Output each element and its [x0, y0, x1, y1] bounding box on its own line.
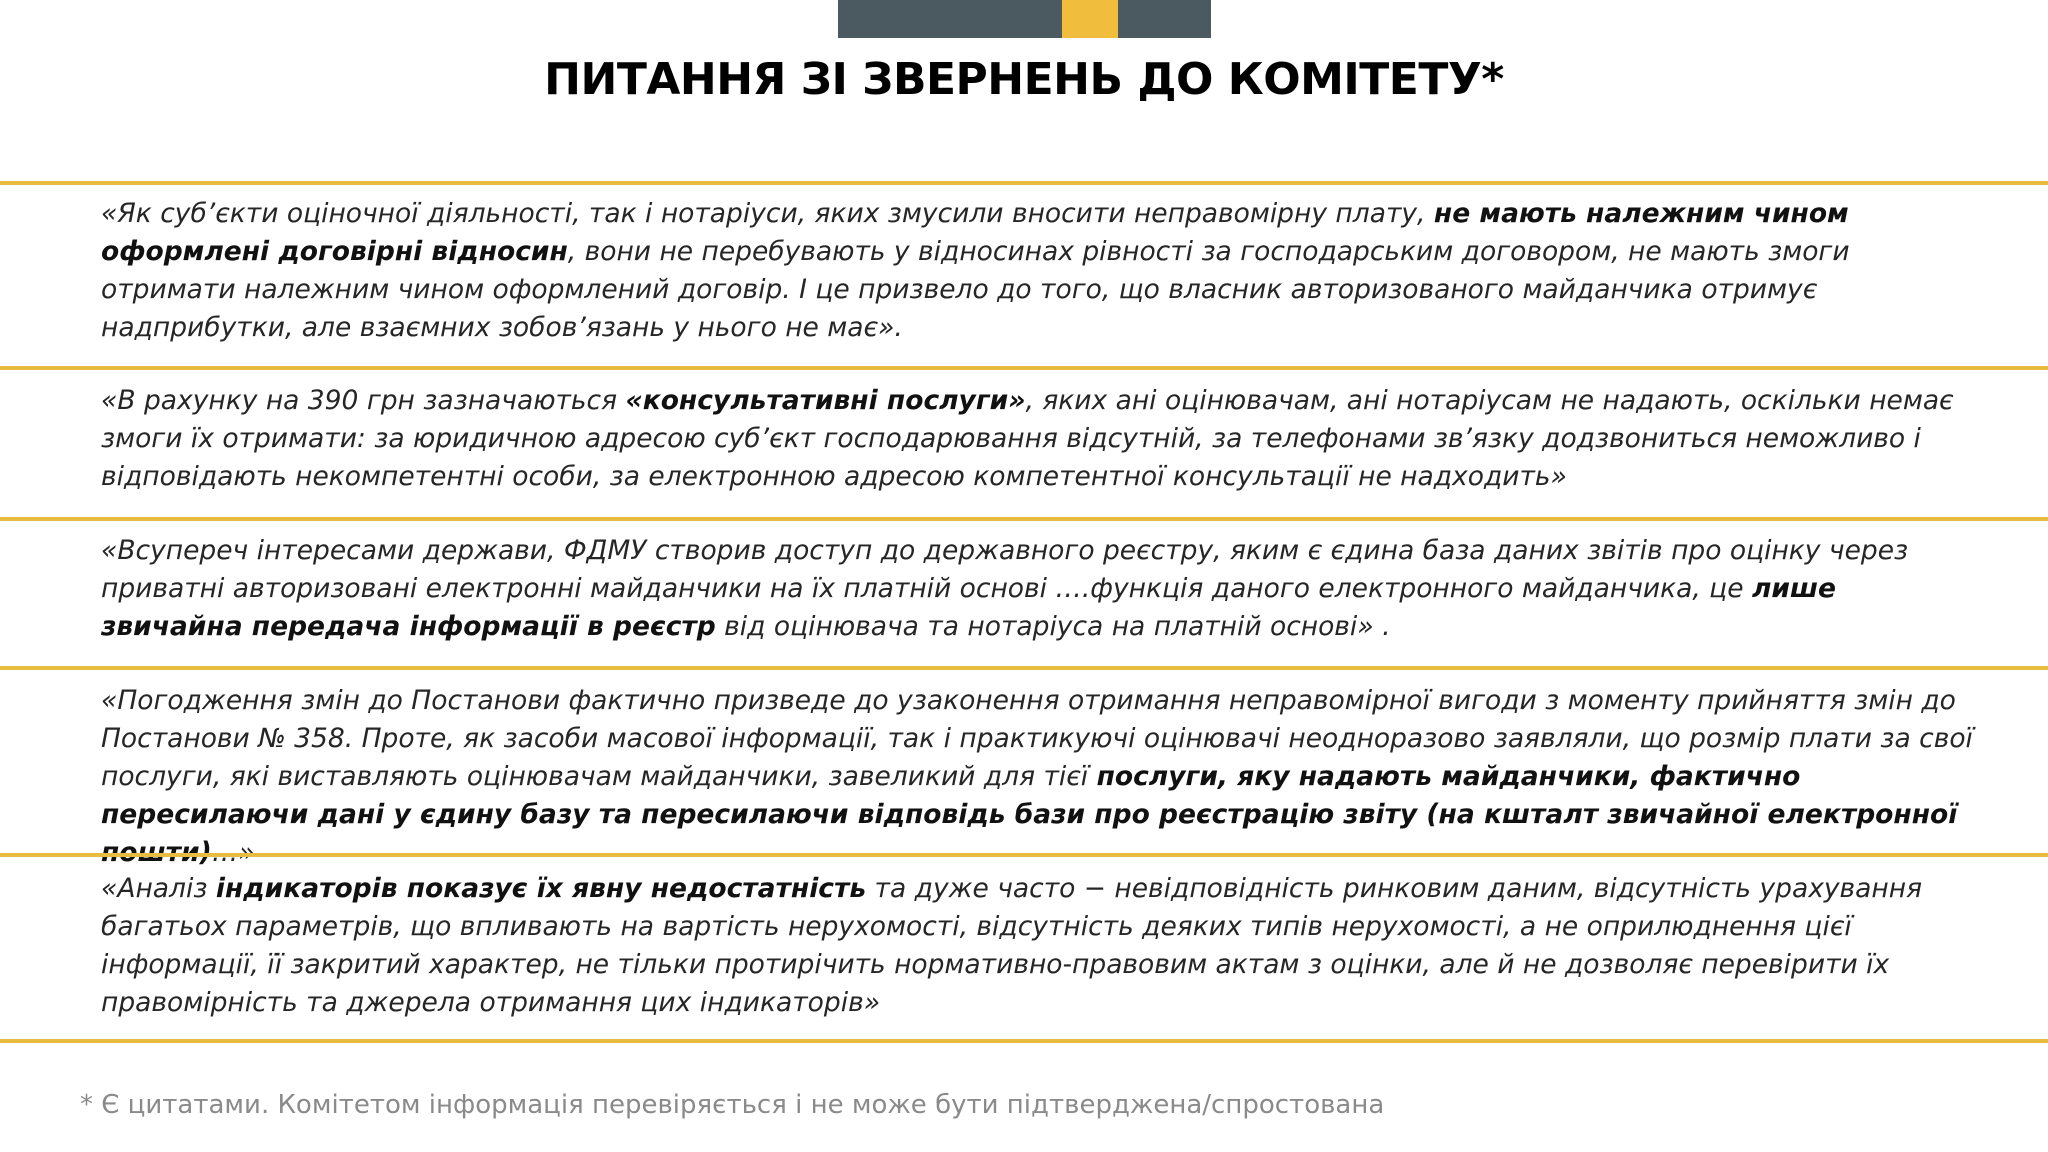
quote-text: «Аналіз [101, 873, 216, 904]
top-bar-dark-segment [838, 0, 1062, 38]
quote-block-4 [101, 682, 1981, 872]
quote-text: , вони не перебувають у відносинах рівності за господарським договором, не мають змоги отримати належним чином оформлений договір. І це призвело до того, що власник авторизованого майданчика отримує надприбутки, але взаємних зобов’язань у нього не має». [101, 236, 1850, 343]
quote-text: від оцінювача та нотаріуса на платній основі» . [715, 611, 1391, 642]
quote-emphasis: «консультативні послуги» [625, 385, 1026, 416]
quote-block-2 [101, 382, 1981, 496]
divider-rule [0, 853, 2048, 857]
quote-emphasis: індикаторів показує їх явну недостатність [215, 873, 867, 904]
top-bar-dark-segment-right [1118, 0, 1211, 38]
quote-text: та дуже часто − невідповідність ринковим даним, відсутність урахування багатьох параметрів, що впливають на вартість нерухомості, відсутність деяких типів нерухомості, а не оприлюднення цієї інформації, її закритий характер, не тільки протирічить нормативно-правовим актам з оцінки, але й не дозволяє перевірити їх правомірність та джерела отримання цих індикаторів» [101, 873, 1923, 1018]
quote-emphasis: лише звичайна передача інформації в реєстр [101, 573, 1837, 642]
quote-emphasis: послуги, яку надають майданчики, фактично пересилаючи дані у єдину базу та пересилаючи відповідь бази про реєстрацію звіту (на кшталт звичайної електронної [101, 761, 1958, 830]
quote-text: , яких ані оцінювачам, ані нотаріусам не надають, оскільки немає змоги їх отримати: за юридичною адресою суб’єкт господарювання відсутній, за телефонами зв’язку додзвониться неможливо і відповідають некомпетентні особи, за електронною адресою компетентної консультації не надходить» [101, 385, 1954, 492]
quote-text: «Як суб’єкти оціночної діяльності, так і нотаріуси, яких змусили вносити неправомірну плату, [101, 198, 1434, 229]
top-decorative-bar [838, 0, 1211, 38]
quote-text: «Погодження змін до Постанови фактично призведе до узаконення отримання неправомірної вигоди з моменту прийняття змін до Постанови № 358. Проте, як засоби масової інформації, так і практикуючі оцінювачі неодноразово заявляли, що розмір плати за свої послуги, які виставляють оцінювачам майданчики, завеликий для тієї [101, 685, 1973, 792]
quote-emphasis: не мають належним чином оформлені договірні відносин [101, 198, 1849, 267]
divider-rule [0, 1039, 2048, 1043]
quote-text: «Всупереч інтересами держави, ФДМУ створив доступ до державного реєстру, яким є єдина база даних звітів про оцінку через приватні авторизовані електронні майданчики на їх платній основі ….функція даного електронного майданчика, це [101, 535, 1909, 604]
quote-block-1 [101, 195, 1981, 347]
quote-text: «В рахунку на 390 грн зазначаються [101, 385, 626, 416]
quote-block-3 [101, 532, 1981, 646]
footnote: * Є цитатами. Комітетом інформація перевіряється і не може бути підтверджена/спростована [80, 1090, 1385, 1120]
divider-rule [0, 366, 2048, 370]
quote-block-5 [101, 870, 1981, 1022]
top-bar-accent-segment [1062, 0, 1118, 38]
divider-rule [0, 517, 2048, 521]
divider-rule [0, 666, 2048, 670]
divider-rule [0, 181, 2048, 185]
page-title: ПИТАННЯ ЗІ ЗВЕРНЕНЬ ДО КОМІТЕТУ* [544, 54, 1504, 105]
